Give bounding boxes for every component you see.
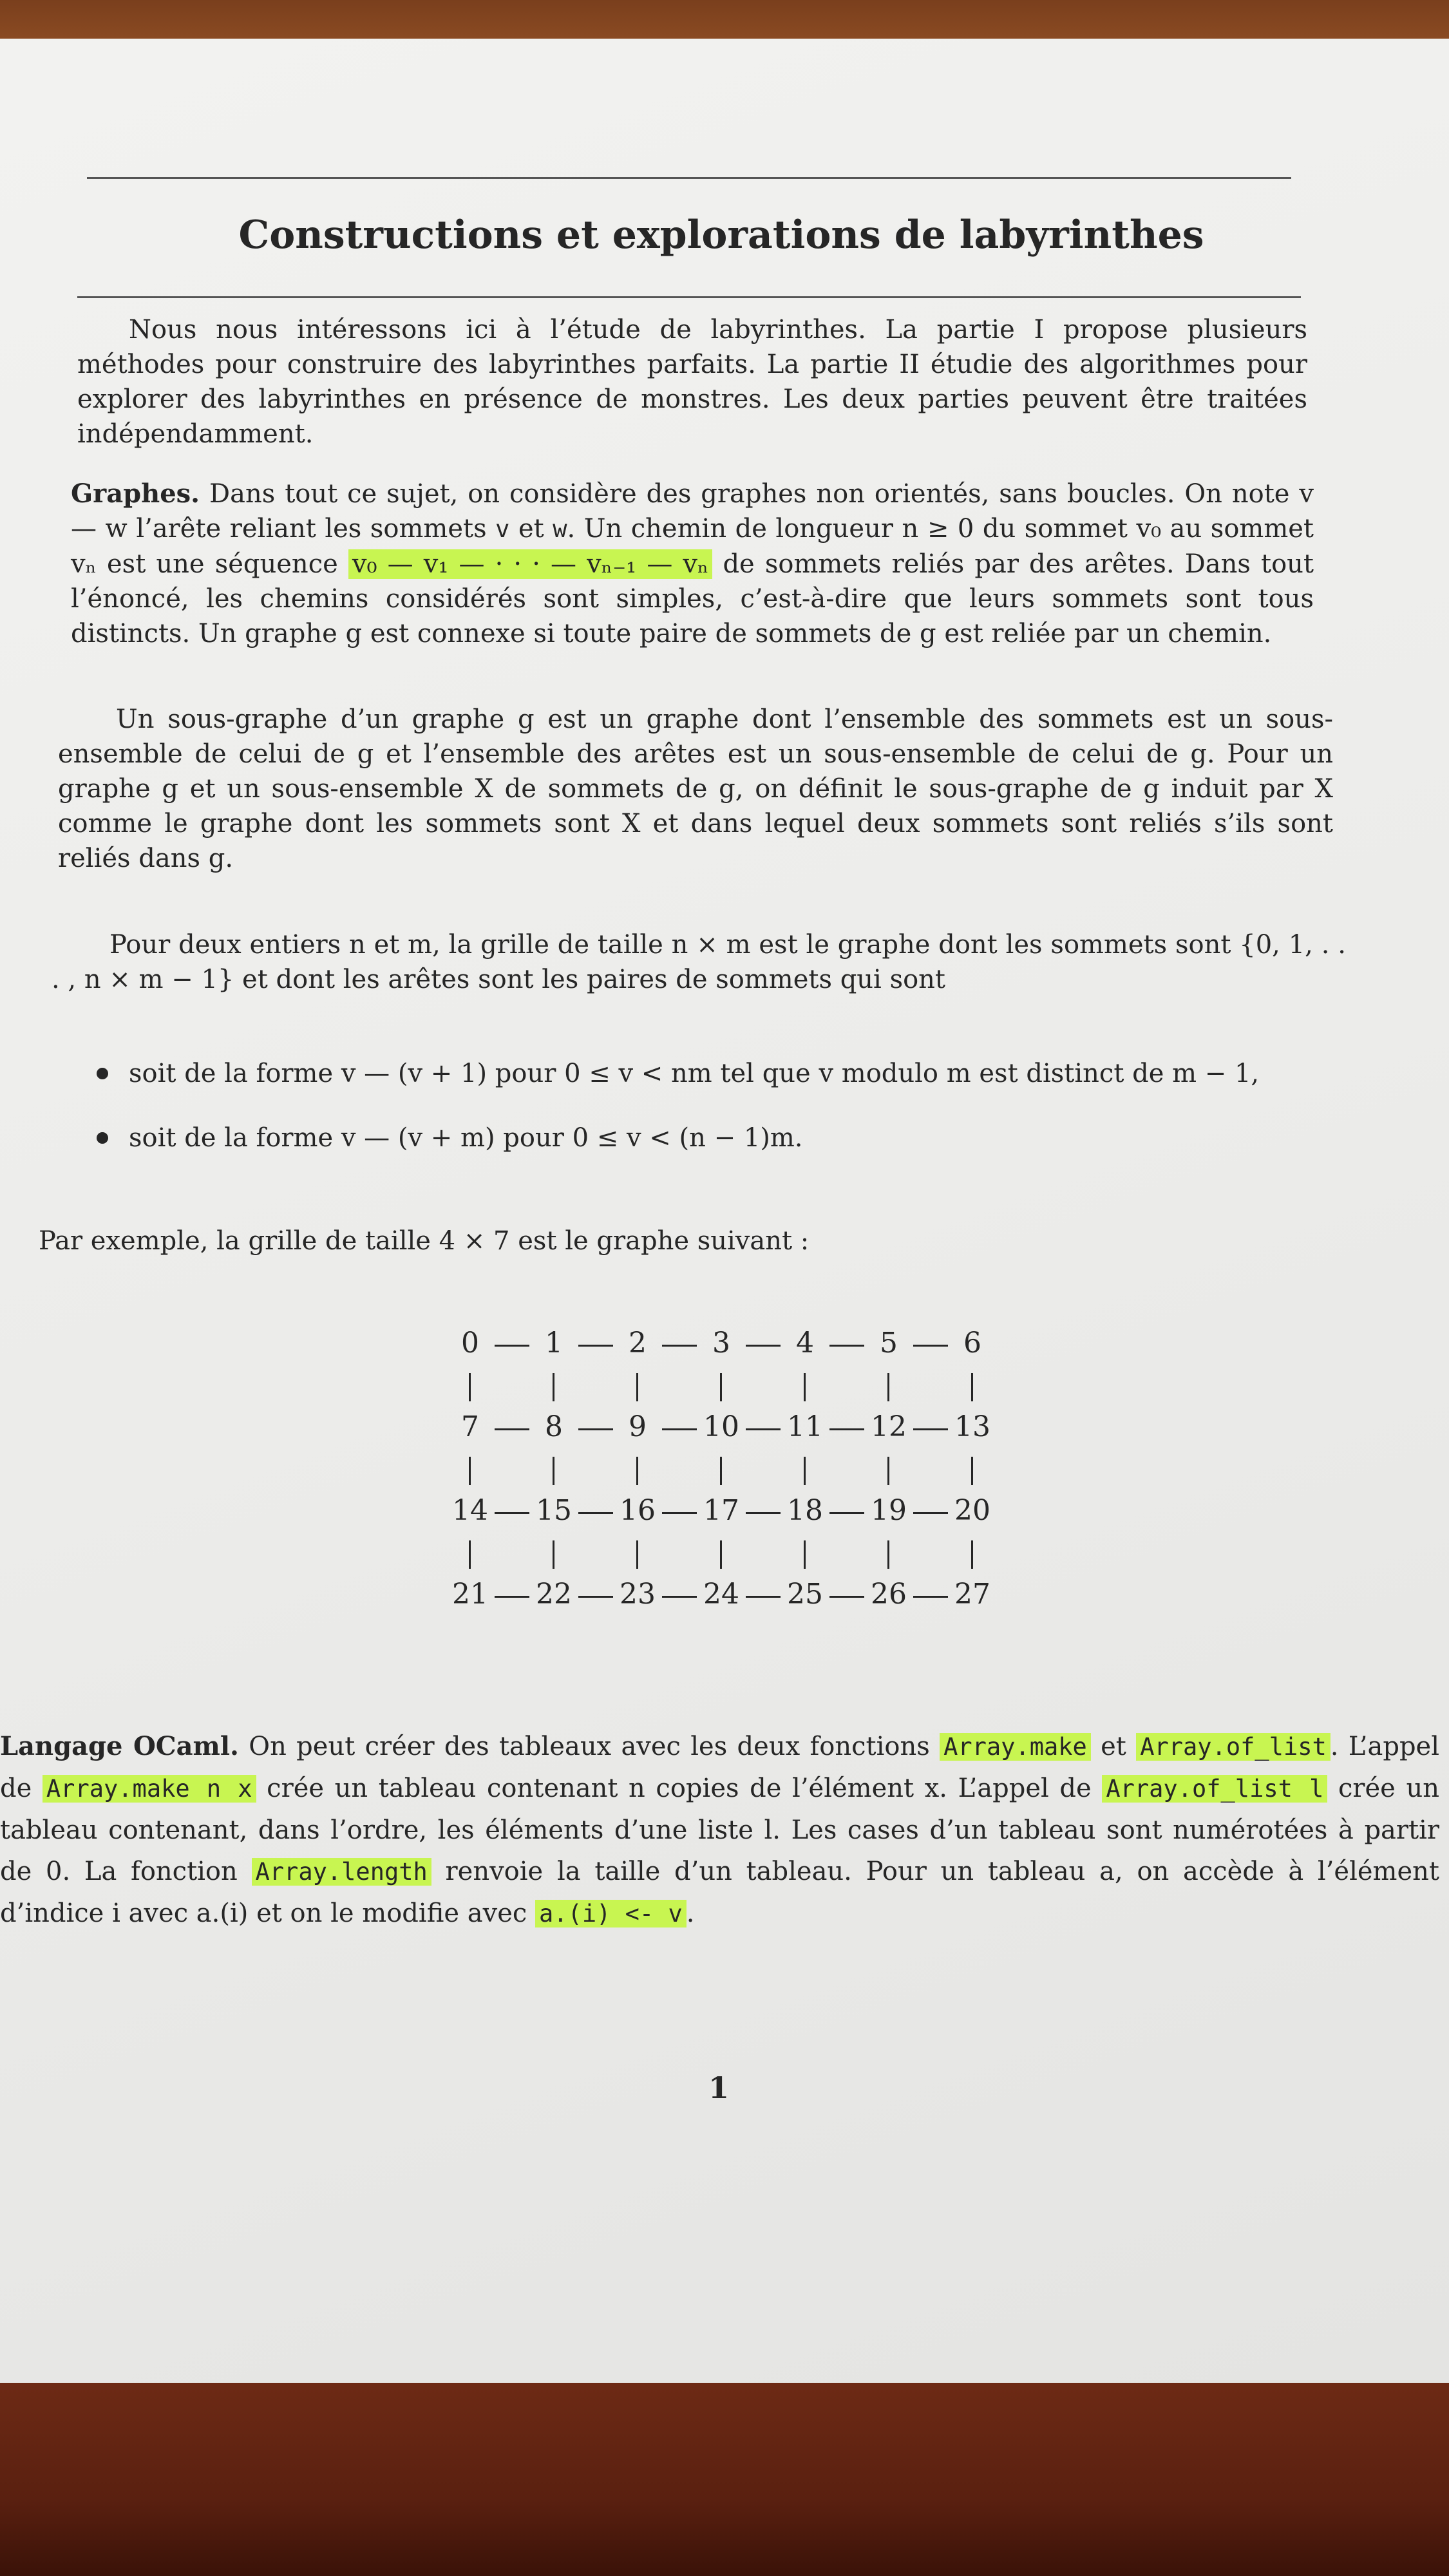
list-item: soit de la forme v — (v + 1) pour 0 ≤ v < nm tel que v modulo m est distinct de m − 1, (97, 1056, 1352, 1091)
graphes-text-2: l’arête reliant les sommets (127, 514, 496, 544)
ocaml-text-7: . (686, 1899, 695, 1928)
graphes-text-1: Dans tout ce sujet, on considère des graphes non orientés, sans boucles. On note (200, 479, 1300, 509)
grid-vertex: 12 (871, 1410, 907, 1443)
grid-edge-horizontal (662, 1428, 697, 1430)
grid-edge-vertical (720, 1457, 722, 1485)
title-bottom-rule (77, 296, 1301, 298)
grid-vertex: 24 (703, 1578, 739, 1611)
grid-edge-vertical (553, 1373, 554, 1401)
grid-edge-horizontal (913, 1345, 948, 1347)
grid-edge-vertical (887, 1540, 889, 1569)
grid-edge-horizontal (829, 1512, 864, 1514)
grid-edge-horizontal (746, 1345, 781, 1347)
grid-vertex: 23 (620, 1578, 656, 1611)
graphes-text-3: . Un chemin de longueur n ≥ 0 du sommet v₀ au sommet vₙ est une séquence (71, 514, 1314, 579)
grid-edge-horizontal (829, 1345, 864, 1347)
code-array-length: Array.length (252, 1858, 431, 1886)
grid-edge-horizontal (578, 1345, 613, 1347)
ocaml-text-4: crée un tableau contenant n copies de l’élément x. L’appel de (256, 1774, 1103, 1803)
graphes-text-4: de sommets reliés par des arêtes. Dans tout l’énoncé, les chemins considérés sont simples, c’est-à-dire que leurs sommets sont tous distincts. Un graphe g est connexe si toute paire de sommets de g est reliée par un chemin. (71, 549, 1314, 649)
graphes-heading: Graphes. (71, 478, 200, 509)
grid-edge-vertical (553, 1540, 554, 1569)
grid-edge-horizontal (746, 1512, 781, 1514)
grid-edge-vertical (971, 1457, 973, 1485)
grid-vertex: 7 (461, 1410, 479, 1443)
grid-edge-vertical (804, 1540, 806, 1569)
intro-paragraph: Nous nous intéressons ici à l’étude de labyrinthes. La partie I propose plusieurs méthodes pour construire des labyrinthes parfaits. La partie II étudie des algorithmes pour explorer des labyrinthes en présence de monstres. Les deux parties peuvent être traitées indépendamment. (77, 315, 1307, 449)
grid-edge-horizontal (913, 1512, 948, 1514)
grid-edge-vertical (971, 1540, 973, 1569)
grid-edge-horizontal (829, 1596, 864, 1598)
grid-vertex: 10 (703, 1410, 739, 1443)
code-array-assign: a.(i) <- v (535, 1900, 687, 1927)
code-array-make: Array.make (940, 1733, 1091, 1761)
grid-vertex: 0 (461, 1327, 479, 1359)
table-surface (0, 2383, 1449, 2576)
grid-edge-horizontal (495, 1428, 529, 1430)
highlighted-sequence: v₀ — v₁ — · · · — vₙ₋₁ — vₙ (348, 549, 712, 579)
grid-vertex: 11 (787, 1410, 823, 1443)
edge-rule-list (97, 1056, 1352, 1185)
grid-vertex: 26 (871, 1578, 907, 1611)
grid-vertex: 3 (712, 1327, 730, 1359)
grid-vertex: 2 (629, 1327, 647, 1359)
grid-vertex: 15 (536, 1494, 572, 1527)
grid-edge-horizontal (662, 1596, 697, 1598)
grid-edge-horizontal (662, 1345, 697, 1347)
grid-vertex: 19 (871, 1494, 907, 1527)
page-number: 1 (708, 2070, 730, 2105)
grid-vertex: 18 (787, 1494, 823, 1527)
grid-edge-vertical (720, 1373, 722, 1401)
grid-edge-vertical (636, 1457, 638, 1485)
vertex-v: v (495, 515, 510, 543)
sous-graphe-paragraph: Un sous-graphe d’un graphe g est un graphe dont l’ensemble des sommets est un sous-ensemble de celui de g et l’ensemble des arêtes est un sous-ensemble de celui de g. Pour un graphe g et un sous-ensemble X de sommets de g, on définit le sous-graphe de g induit par X comme le graphe dont les sommets sont X et dans lequel deux sommets sont reliés s’ils sont reliés dans g. (58, 705, 1333, 873)
grid-edge-vertical (971, 1373, 973, 1401)
grid-edge-vertical (636, 1373, 638, 1401)
grid-vertex: 17 (703, 1494, 739, 1527)
grid-vertex: 5 (880, 1327, 898, 1359)
ocaml-text-1: On peut créer des tableaux avec les deux fonctions (239, 1732, 940, 1761)
grid-vertex: 6 (963, 1327, 981, 1359)
ocaml-heading: Langage OCaml. (0, 1731, 239, 1761)
grid-edge-vertical (887, 1457, 889, 1485)
grid-edge-vertical (887, 1373, 889, 1401)
grid-edge-vertical (720, 1540, 722, 1569)
grid-edge-horizontal (829, 1428, 864, 1430)
code-array-of-list-l: Array.of_list l (1102, 1775, 1327, 1803)
ocaml-text-3: . L’appel de (0, 1732, 1440, 1803)
grid-vertex: 20 (954, 1494, 990, 1527)
grid-edge-vertical (469, 1457, 471, 1485)
code-array-make-n-x: Array.make n x (43, 1775, 256, 1803)
grid-edge-horizontal (662, 1512, 697, 1514)
document-title: Constructions et explorations de labyrinthes (238, 213, 1204, 258)
graphes-text-et: et (509, 514, 553, 544)
grid-vertex: 8 (545, 1410, 563, 1443)
grid-vertex: 4 (796, 1327, 814, 1359)
grid-edge-horizontal (578, 1596, 613, 1598)
title-top-rule (87, 177, 1291, 179)
edge-notation: v — w (71, 479, 1314, 544)
example-sentence: Par exemple, la grille de taille 4 × 7 est le graphe suivant : (39, 1226, 810, 1256)
grid-edge-horizontal (746, 1428, 781, 1430)
grid-edge-vertical (804, 1457, 806, 1485)
grid-vertex: 27 (954, 1578, 990, 1611)
grid-vertex: 9 (629, 1410, 647, 1443)
grid-edge-horizontal (578, 1428, 613, 1430)
grid-vertex: 25 (787, 1578, 823, 1611)
grid-vertex: 16 (620, 1494, 656, 1527)
grid-vertex: 14 (452, 1494, 488, 1527)
ocaml-text-6: renvoie la taille d’un tableau. Pour un tableau a, on accède à l’élément d’indice i avec a.(i) et on le modifie avec (0, 1857, 1439, 1928)
grid-edge-vertical (636, 1540, 638, 1569)
grid-graph-4x7 (438, 1327, 1018, 1636)
list-item: soit de la forme v — (v + m) pour 0 ≤ v < (n − 1)m. (97, 1121, 1352, 1155)
graphes-paragraph (71, 477, 1314, 651)
ocaml-text-5: crée un tableau contenant, dans l’ordre, les éléments d’une liste l. Les cases d’un tableau sont numérotées à partir de 0. La fonction (0, 1774, 1439, 1886)
grid-edge-horizontal (578, 1512, 613, 1514)
code-array-of-list: Array.of_list (1136, 1733, 1331, 1761)
grid-edge-vertical (553, 1457, 554, 1485)
grid-edge-vertical (469, 1373, 471, 1401)
grid-vertex: 21 (452, 1578, 488, 1611)
grid-edge-horizontal (495, 1512, 529, 1514)
grid-edge-vertical (804, 1373, 806, 1401)
ocaml-paragraph (0, 1726, 1439, 1935)
ocaml-text-2: et (1090, 1732, 1137, 1761)
grid-edge-horizontal (913, 1596, 948, 1598)
grid-edge-horizontal (495, 1345, 529, 1347)
grille-paragraph: Pour deux entiers n et m, la grille de taille n × m est le graphe dont les sommets sont {0, 1, . . . , n × m − 1} et dont les arêtes sont les paires de sommets qui sont (52, 930, 1346, 994)
grid-edge-horizontal (913, 1428, 948, 1430)
grid-edge-horizontal (495, 1596, 529, 1598)
vertex-w: w (553, 515, 567, 543)
grid-edge-vertical (469, 1540, 471, 1569)
grid-vertex: 1 (545, 1327, 563, 1359)
grid-vertex: 13 (954, 1410, 990, 1443)
grid-edge-horizontal (746, 1596, 781, 1598)
grid-vertex: 22 (536, 1578, 572, 1611)
